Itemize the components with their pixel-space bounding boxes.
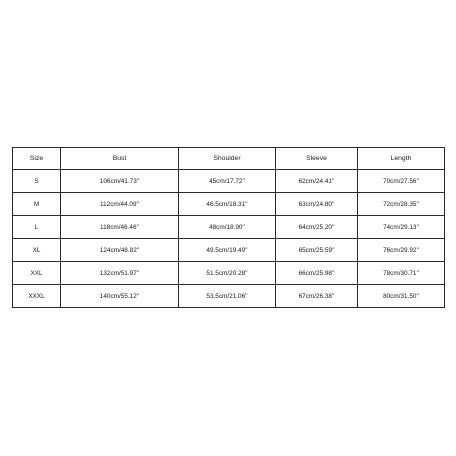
header-size: Size xyxy=(13,148,61,170)
table-row xyxy=(13,193,445,216)
cell-size: L xyxy=(13,216,61,239)
cell-size: XXL xyxy=(13,262,61,285)
header-row xyxy=(13,148,445,170)
cell-size: XL xyxy=(13,239,61,262)
table-row xyxy=(13,285,445,308)
table-row xyxy=(13,170,445,193)
cell-length: 76cm/29.92'' xyxy=(358,239,445,262)
table-row xyxy=(13,239,445,262)
header-length: Length xyxy=(358,148,445,170)
cell-sleeve: 62cm/24.41'' xyxy=(276,170,358,193)
cell-bust: 112cm/44.09'' xyxy=(61,193,179,216)
cell-length: 78cm/30.71'' xyxy=(358,262,445,285)
cell-bust: 124cm/48.82'' xyxy=(61,239,179,262)
table-row xyxy=(13,216,445,239)
cell-bust: 140cm/55.12'' xyxy=(61,285,179,308)
cell-sleeve: 64cm/25.20'' xyxy=(276,216,358,239)
cell-size: S xyxy=(13,170,61,193)
cell-shoulder: 51.5cm/20.28'' xyxy=(179,262,276,285)
cell-shoulder: 48cm/18.90'' xyxy=(179,216,276,239)
cell-length: 74cm/29.13'' xyxy=(358,216,445,239)
cell-length: 80cm/31.50'' xyxy=(358,285,445,308)
cell-length: 72cm/28.35'' xyxy=(358,193,445,216)
header-shoulder: Shoulder xyxy=(179,148,276,170)
cell-bust: 118cm/46.46'' xyxy=(61,216,179,239)
cell-shoulder: 46.5cm/18.31'' xyxy=(179,193,276,216)
cell-size: XXXL xyxy=(13,285,61,308)
size-chart-table xyxy=(12,147,445,308)
cell-shoulder: 53.5cm/21.06'' xyxy=(179,285,276,308)
cell-shoulder: 49.5cm/19.49'' xyxy=(179,239,276,262)
header-sleeve: Sleeve xyxy=(276,148,358,170)
cell-bust: 106cm/41.73'' xyxy=(61,170,179,193)
cell-size: M xyxy=(13,193,61,216)
cell-sleeve: 67cm/26.38'' xyxy=(276,285,358,308)
table-header xyxy=(13,148,445,170)
cell-shoulder: 45cm/17.72'' xyxy=(179,170,276,193)
cell-sleeve: 63cm/24.80'' xyxy=(276,193,358,216)
header-bust: Bust xyxy=(61,148,179,170)
table-row xyxy=(13,262,445,285)
cell-sleeve: 66cm/25.98'' xyxy=(276,262,358,285)
cell-sleeve: 65cm/25.59'' xyxy=(276,239,358,262)
table-body xyxy=(13,170,445,308)
cell-bust: 132cm/51.97'' xyxy=(61,262,179,285)
cell-length: 70cm/27.56'' xyxy=(358,170,445,193)
